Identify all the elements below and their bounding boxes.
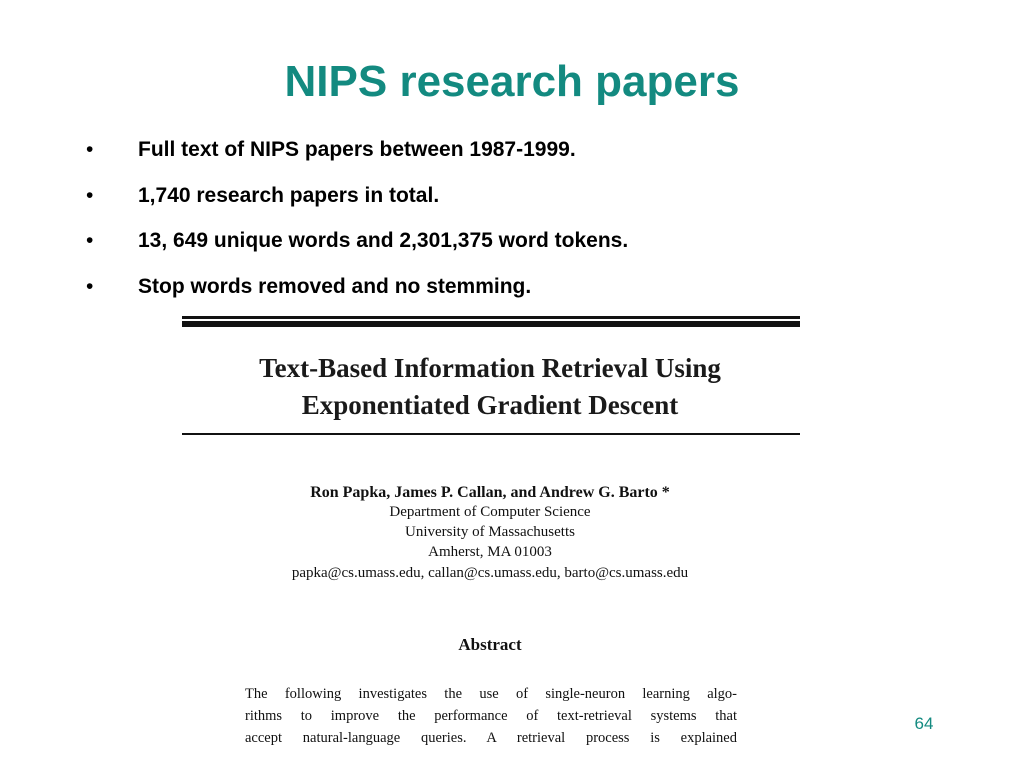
paper-title-line-2: Exponentiated Gradient Descent — [301, 390, 679, 420]
slide-title: NIPS research papers — [284, 57, 740, 106]
abstract-heading: Abstract — [458, 635, 522, 654]
title-rule-top-thin — [182, 316, 800, 319]
page-number: 64 — [914, 714, 934, 733]
bullet-item — [0, 180, 1024, 226]
bullet-text: 13, 649 unique words and 2,301,375 word tokens. — [138, 229, 629, 252]
abstract-line: The following investigates the use of single-neuron learning algo- — [245, 686, 737, 702]
bullet-item — [0, 134, 1024, 180]
bullet-symbol: • — [86, 183, 94, 207]
bullet-symbol: • — [86, 138, 94, 161]
title-rule-bottom — [182, 433, 800, 435]
title-rule-top-thick — [182, 321, 800, 327]
paper-title — [170, 350, 810, 424]
paper-department: Department of Computer Science — [389, 504, 591, 520]
bullet-list — [0, 134, 1024, 316]
bullet-item — [0, 271, 1024, 317]
paper-excerpt-image — [170, 312, 810, 752]
bullet-text: Stop words removed and no stemming. — [138, 274, 532, 298]
paper-university: University of Massachusetts — [405, 524, 575, 540]
bullet-text: 1,740 research papers in total. — [138, 183, 440, 207]
abstract-line: accept natural-language queries. A retrieval process is explained — [245, 730, 737, 746]
bullet-item — [0, 225, 1024, 271]
paper-address: Amherst, MA 01003 — [428, 544, 552, 560]
paper-title-line-1: Text-Based Information Retrieval Using — [259, 353, 721, 383]
paper-emails: papka@cs.umass.edu, callan@cs.umass.edu, barto@cs.umass.edu — [291, 565, 689, 581]
bullet-text: Full text of NIPS papers between 1987-1999. — [138, 138, 576, 161]
abstract-line: rithms to improve the performance of text-retrieval systems that — [245, 708, 737, 724]
paper-authors: Ron Papka, James P. Callan, and Andrew G. Barto * — [310, 484, 670, 501]
bullet-symbol: • — [86, 274, 94, 298]
bullet-symbol: • — [86, 229, 94, 252]
